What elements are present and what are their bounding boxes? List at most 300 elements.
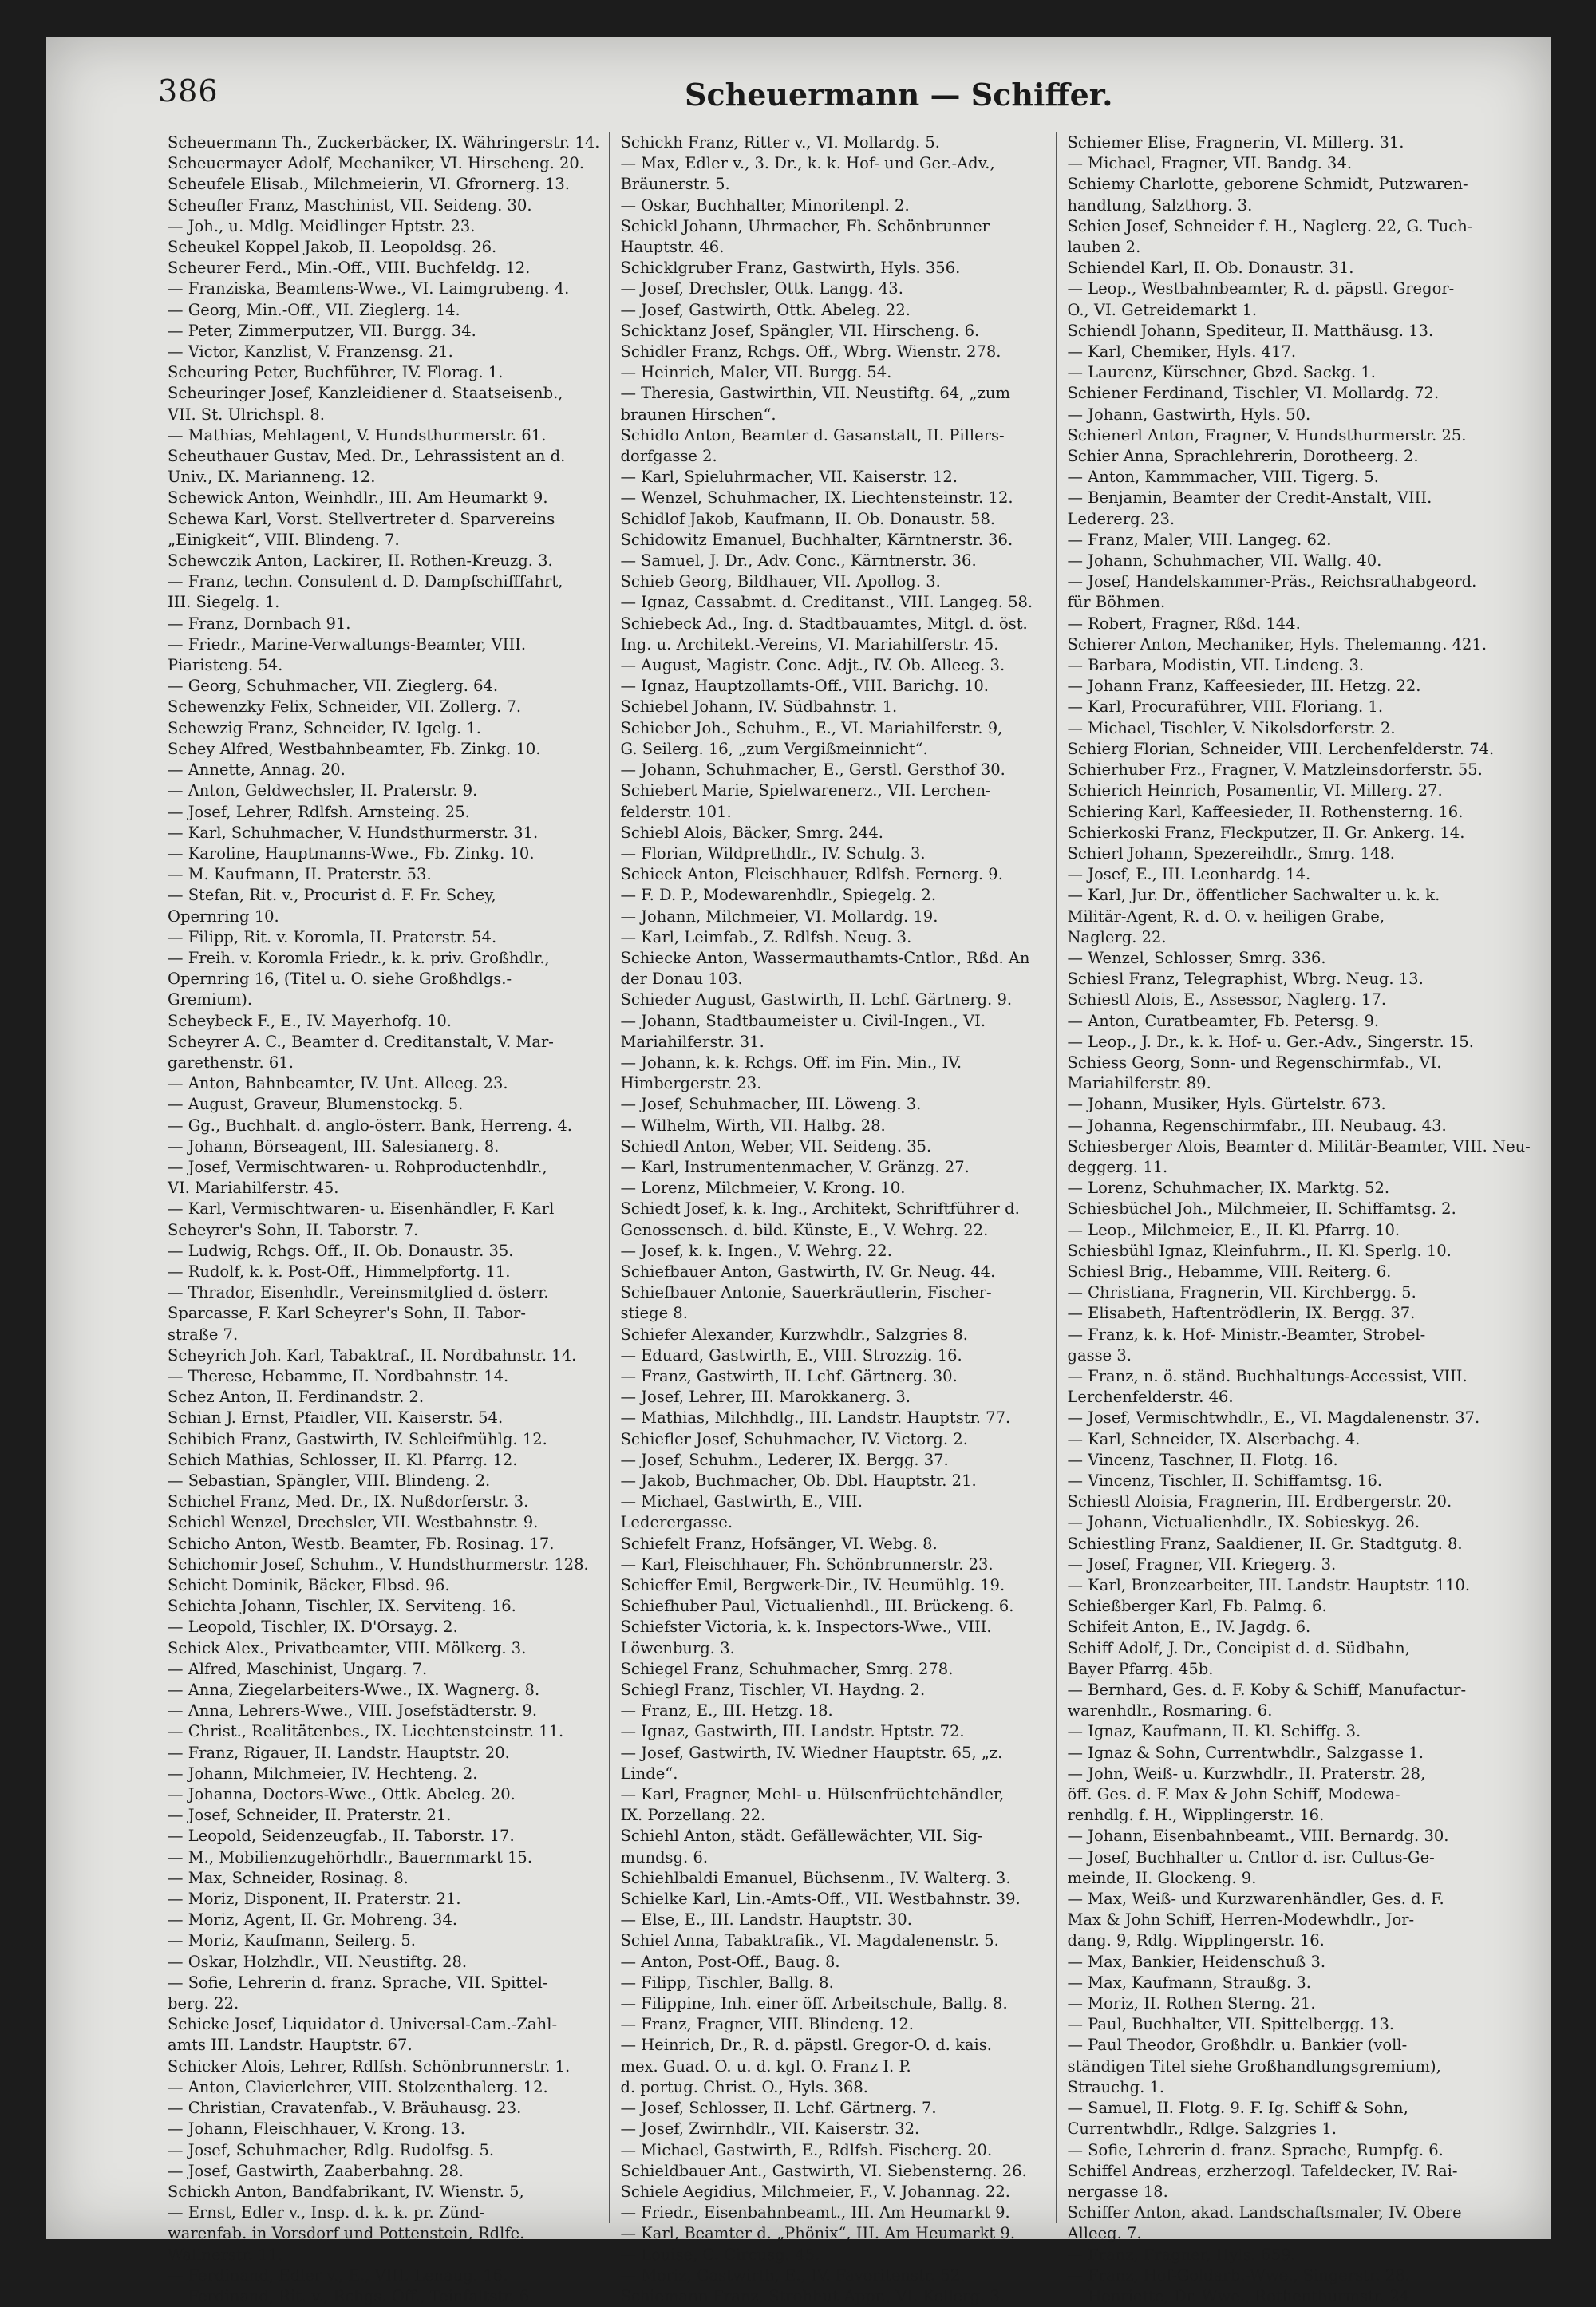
directory-entry: — Michael, Fragner, VII. Bandg. 34. — [1067, 154, 1353, 173]
directory-entry: lauben 2. — [1067, 238, 1141, 257]
directory-entry: Schierhuber Frz., Fragner, V. Matzleinsdorferstr. 55. — [1067, 760, 1483, 780]
directory-entry: — Johann, k. k. Rchgs. Off. im Fin. Min., IV. — [620, 1053, 962, 1072]
directory-entry: ständigen Titel siehe Großhandlungsgremium), — [1067, 2056, 1441, 2076]
directory-entry: — August, Magistr. Conc. Adjt., IV. Ob. Alleeg. 3. — [620, 656, 1005, 675]
directory-entry: Schiedl Anton, Weber, VII. Seideng. 35. — [620, 1136, 932, 1155]
directory-entry: Schey Alfred, Westbahnbeamter, Fb. Zinkg. 10. — [168, 739, 541, 758]
directory-entry: — Paul, Buchhalter, VII. Spittelbergg. 13. — [1067, 2015, 1395, 2034]
directory-entry: — Elisabeth, Haftentrödlerin, IX. Bergg. 37. — [1067, 1304, 1416, 1323]
directory-entry: Schiestl Alois, E., Assessor, Naglerg. 17. — [1067, 990, 1387, 1009]
directory-entry: VII. St. Ulrichspl. 8. — [168, 405, 325, 424]
directory-entry: — Alfred, Maschinist, Ungarg. 7. — [168, 1659, 428, 1678]
directory-entry: Schewzig Franz, Schneider, IV. Igelg. 1. — [168, 718, 481, 737]
directory-entry: — Michael, Gastwirth, E., Rdlfsh. Fischerg. 20. — [620, 2140, 993, 2159]
directory-entry: O., VI. Getreidemarkt 1. — [1067, 300, 1258, 319]
directory-entry: Linde“. — [620, 1764, 678, 1783]
directory-entry: — Josef, Gastwirth, Ottk. Abeleg. 22. — [620, 300, 911, 319]
directory-entry: — Max, Weiß- und Kurzwarenhändler, Ges. d. F. — [1067, 1890, 1444, 1909]
directory-entry: Schidlof Jakob, Kaufmann, II. Ob. Donaustr. 58. — [620, 509, 996, 528]
directory-entry: — Wenzel, Schuhmacher, IX. Liechtensteinstr. 12. — [620, 488, 1013, 508]
directory-entry: — Christian, Cravatenfab., V. Bräuhausg. 23. — [168, 2099, 522, 2118]
directory-entry: Schiebeck Ad., Ing. d. Stadtbauamtes, Mitgl. d. öst. — [620, 614, 1028, 633]
directory-entry: Schiestling Franz, Saaldiener, II. Gr. Stadtgutg. 8. — [1067, 1534, 1463, 1553]
directory-entry: — Leop., Westbahnbeamter, R. d. päpstl. Gregor- — [1067, 279, 1455, 298]
directory-entry: — Freih. v. Koromla Friedr., k. k. priv. Großhdlr., — [168, 948, 550, 967]
directory-entry: — Wilhelm, Wirth, VII. Halbg. 28. — [620, 1116, 886, 1135]
directory-entry: — Heinrich, Dr., R. d. päpstl. Gregor-O. d. kais. — [620, 2036, 992, 2055]
directory-entry: amts III. Landstr. Hauptstr. 67. — [168, 2036, 413, 2055]
directory-entry: für Böhmen. — [1067, 593, 1166, 612]
directory-entry: — Josef, Schuhm., Lederer, IX. Bergg. 37. — [620, 1450, 949, 1469]
directory-entry: Lederergasse. — [620, 1513, 733, 1532]
directory-entry: — Stefan, Rit. v., Procurist d. F. Fr. Schey, — [168, 886, 496, 905]
directory-entry: — Josef, Schuhmacher, Rdlg. Rudolfsg. 5. — [168, 2140, 495, 2159]
directory-entry: Scheuthauer Gustav, Med. Dr., Lehrassistent an d. — [168, 447, 566, 466]
directory-entry: Schieber Joh., Schuhm., E., VI. Mariahilferstr. 9, — [620, 718, 1003, 737]
directory-entry: — Franziska, Beamtens-Wwe., VI. Laimgrubeng. 4. — [168, 279, 570, 298]
directory-entry: — Jakob, Buchmacher, Ob. Dbl. Hauptstr. 21. — [620, 1472, 977, 1490]
directory-entry: — Bernhard, Ges. d. F. Koby & Schiff, Manufactur- — [1067, 1681, 1467, 1700]
directory-entry: Opernring 10. — [168, 907, 279, 926]
directory-entry: Scheufler Franz, Maschinist, VII. Seideng. 30. — [168, 196, 532, 215]
directory-entry: — Max, Edler v., 3. Dr., k. k. Hof- und Ger.-Adv., — [620, 154, 995, 173]
directory-entry: — Barbara, Modistin, VII. Lindeng. 3. — [1067, 656, 1365, 675]
directory-entry: Alleeg. 7. — [1067, 2224, 1142, 2243]
directory-entry: Schiener Ferdinand, Tischler, VI. Mollardg. 72. — [1067, 384, 1440, 403]
directory-entry: Schiehlbaldi Emanuel, Büchsenm., IV. Walterg. 3. — [620, 1868, 1011, 1887]
directory-entry: Scheybeck F., E., IV. Mayerhofg. 10. — [168, 1011, 452, 1030]
directory-entry: — Franz, Maler, VIII. Langeg. 62. — [1067, 530, 1332, 549]
directory-entry: — Johann, Victualienhdlr., IX. Sobieskyg. 26. — [1067, 1513, 1420, 1532]
directory-entry: Schidowitz Emanuel, Buchhalter, Kärntnerstr. 36. — [620, 530, 1013, 549]
directory-entry: Schiff Adolf, J. Dr., Concipist d. d. Südbahn, — [1067, 1638, 1410, 1657]
directory-entry: — Christiana, Fragnerin, VII. Kirchbergg. 5. — [1067, 1283, 1416, 1302]
directory-entry: Schiefhuber Paul, Victualienhdl., III. Brückeng. 6. — [620, 1597, 1014, 1616]
directory-entry: Schicker Alois, Lehrer, Rdlfsh. Schönbrunnerstr. 1. — [168, 2056, 571, 2076]
directory-entry: — Filippine, Inh. einer öff. Arbeitschule, Ballg. 8. — [620, 1994, 1008, 2013]
directory-entry: Bayer Pfarrg. 45b. — [1067, 1659, 1214, 1678]
directory-entry: straße 7. — [168, 1325, 239, 1344]
directory-entry: — Johann Franz, Kaffeesieder, III. Hetzg. 22. — [1067, 677, 1421, 696]
directory-entry: Schiemer Elise, Fragnerin, VI. Millerg. 31. — [1067, 133, 1404, 152]
directory-entry: — Moriz, Disponent, II. Praterstr. 21. — [168, 1890, 461, 1909]
directory-entry: — Paul Theodor, Großhdlr. u. Bankier (voll- — [1067, 2036, 1408, 2055]
directory-entry: — Ignaz, Kaufmann, II. Kl. Schiffg. 3. — [1067, 1722, 1361, 1741]
directory-entry: Ledererg. 23. — [1067, 509, 1175, 528]
directory-entry: felderstr. 101. — [620, 802, 732, 821]
directory-entry: III. Siegelg. 1. — [168, 593, 280, 612]
directory-entry: der Donau 103. — [620, 970, 743, 989]
directory-entry: — Anna, Lehrers-Wwe., VIII. Josefstädterstr. 9. — [168, 1701, 538, 1720]
directory-entry: — Johanna, Regenschirmfabr., III. Neubaug. 43. — [1067, 1116, 1447, 1135]
directory-entry: Schiestl Aloisia, Fragnerin, III. Erdbergerstr. 20. — [1067, 1492, 1452, 1511]
directory-entry: — Josef, Handelskammer-Präs., Reichsrathabgeord. — [1067, 572, 1477, 591]
directory-entry: Himbergerstr. 23. — [620, 1074, 762, 1093]
directory-entry: Scheurer Ferd., Min.-Off., VIII. Buchfeldg. 12. — [168, 259, 531, 278]
directory-entry: Schez Anton, II. Ferdinandstr. 2. — [168, 1388, 425, 1407]
directory-entry: Schiesberger Alois, Beamter d. Militär-Beamter, VIII. Neu- — [1067, 1136, 1531, 1155]
directory-entry: Schichel Franz, Med. Dr., IX. Nußdorferstr. 3. — [168, 1492, 529, 1511]
directory-entry: — Sofie, Lehrerin d. franz. Sprache, VII. Spittel- — [168, 1973, 548, 1992]
directory-entry: — Karl, Spieluhrmacher, VII. Kaiserstr. 12. — [620, 468, 958, 487]
directory-entry: Schiffel Andreas, erzherzogl. Tafeldecker, IV. Rai- — [1067, 2161, 1458, 2180]
directory-entry: Schich Mathias, Schlosser, II. Kl. Pfarrg. 12. — [168, 1450, 518, 1469]
directory-entry: Schiel Anna, Tabaktrafik., VI. Magdalenenstr. 5. — [620, 1931, 999, 1950]
directory-entry: Schiebl Alois, Bäcker, Smrg. 244. — [620, 823, 883, 842]
directory-entry: Ing. u. Architekt.-Vereins, VI. Mariahilferstr. 45. — [620, 634, 999, 654]
directory-entry: — Benjamin, Beamter der Credit-Anstalt, VIII. — [1067, 488, 1432, 508]
directory-entry: — Henriette, Dr.-Wwe., Rothenthurmstr. 24. — [1067, 2286, 1415, 2305]
directory-entry: — Laurenz, Kürschner, Gbzd. Sackg. 1. — [1067, 363, 1376, 382]
directory-entry: — Karoline, Hauptmanns-Wwe., Fb. Zinkg. 10. — [168, 843, 535, 863]
directory-entry: — Josef, Buchhalter u. Cntlor d. isr. Cultus-Ge- — [1067, 1847, 1435, 1867]
directory-entry: — Georg, Min.-Off., VII. Zieglerg. 14. — [168, 300, 460, 319]
directory-entry: — Leopold, Tischler, IX. D'Orsayg. 2. — [168, 1618, 458, 1637]
directory-entry: öff. Ges. d. F. Max & John Schiff, Modewa- — [1067, 1785, 1400, 1804]
directory-entry: — Josef, Drechsler, Ottk. Langg. 43. — [620, 279, 903, 298]
directory-entry: — Anton, Curatbeamter, Fb. Petersg. 9. — [1067, 1011, 1380, 1030]
directory-entry: — August, Graveur, Blumenstockg. 5. — [168, 1095, 464, 1114]
directory-entry: — Franz, Hof-Goldarb.-Wwe., Singerstr. 28. — [1067, 2266, 1410, 2285]
directory-entry: — Josef, k. k. Ingen., V. Wehrg. 22. — [620, 1241, 892, 1260]
directory-entry: d. portug. Christ. O., Hyls. 368. — [620, 2077, 868, 2096]
directory-entry: — Josef, Lehrer, Rdlfsh. Arnsteing. 25. — [168, 802, 470, 821]
directory-entry: „Einigkeit“, VIII. Blindeng. 7. — [168, 530, 400, 549]
directory-entry: — Anton, Geldwechsler, II. Praterstr. 9. — [168, 781, 478, 800]
directory-entry: — Johann, Schuhmacher, E., Gerstl. Gersthof 30. — [620, 760, 1005, 780]
directory-entry: — Ignaz, Hauptzollamts-Off., VIII. Barichg. 10. — [620, 677, 989, 696]
directory-entry: — Moriz, Kaufmann, Seilerg. 5. — [168, 1931, 416, 1950]
directory-entry: — Lorenz, Milchmeier, V. Krong. 10. — [620, 1179, 906, 1198]
directory-entry: Schiemann Franz, Strohhut-Appr., VI. Kellerg. 3. — [620, 2286, 1005, 2305]
directory-entry: Schieb Georg, Bildhauer, VII. Apollog. 3. — [620, 572, 941, 591]
directory-entry: Mariahilferstr. 89. — [1067, 1074, 1211, 1093]
directory-entry: — Leop., Milchmeier, E., II. Kl. Pfarrg. 10. — [1067, 1220, 1400, 1239]
directory-entry: — Josef, Gastwirth, IV. Wiedner Hauptstr. 65, „z. — [620, 1743, 1003, 1762]
directory-entry: — Eduard, Gastwirth, E., VIII. Strozzig. 16. — [620, 1345, 962, 1365]
directory-entry: — Michael, Gastwirth, E., VIII. — [620, 1492, 863, 1511]
directory-entry: — Sofie, Lehrerin d. franz. Sprache, Rumpfg. 6. — [1067, 2140, 1444, 2159]
directory-entry: Schienerl Anton, Fragner, V. Hundsthurmerstr. 25. — [1067, 425, 1467, 444]
running-title: Scheuermann — Schiffer. — [685, 77, 1113, 113]
directory-entry: mex. Guad. O. u. d. kgl. O. Franz I. P. — [620, 2056, 911, 2076]
directory-entry: Lerchenfelderstr. 46. — [1067, 1388, 1234, 1407]
directory-entry: Schifeit Anton, E., IV. Jagdg. 6. — [1067, 1618, 1311, 1637]
directory-entry: — Johann, Fleischhauer, V. Krong. 13. — [168, 2119, 465, 2139]
directory-entry: Schicke Josef, Liquidator d. Universal-Cam.-Zahl- — [168, 2015, 558, 2034]
directory-entry: garethenstr. 61. — [168, 1053, 294, 1072]
directory-entry: Schieck Anton, Fleischhauer, Rdlfsh. Fernerg. 9. — [620, 865, 1003, 884]
directory-entry: Schiering Karl, Kaffeesieder, II. Rothensterng. 16. — [1067, 802, 1464, 821]
directory-entry: — Franz, techn. Consulent d. D. Dampfschifffahrt, — [168, 572, 563, 591]
directory-entry: — Robert, Fragner, Rßd. 144. — [1067, 614, 1301, 633]
directory-entry: — Franz, Fragner, Hyls. 659. — [1067, 2245, 1296, 2264]
directory-entry: — Franz, n. ö. ständ. Buchhaltungs-Accessist, VIII. — [1067, 1366, 1468, 1385]
directory-entry: — Anton, Clavierlehrer, VIII. Stolzenthalerg. 12. — [168, 2077, 548, 2096]
directory-entry: Schiefbauer Antonie, Sauerkräutlerin, Fischer- — [620, 1283, 992, 1302]
directory-entry: Schicktanz Josef, Spängler, VII. Hirscheng. 6. — [620, 321, 980, 340]
directory-entry: dang. 9, Rdlg. Wipplingerstr. 16. — [1067, 1931, 1325, 1950]
directory-entry: stiege 8. — [620, 1304, 688, 1323]
directory-entry: Scheuring Peter, Buchführer, IV. Florag. 1. — [168, 363, 504, 382]
directory-entry: nergasse 18. — [1067, 2182, 1168, 2201]
directory-entry: — Anna, Ziegelarbeiters-Wwe., IX. Wagnerg. 8. — [168, 1681, 540, 1700]
directory-entry: — Christ., Realitätenbes., IX. Liechtensteinstr. 11. — [168, 1722, 564, 1741]
directory-entry: — Franz, k. k. Hof- Ministr.-Beamter, Strobel- — [1067, 1325, 1426, 1344]
directory-entry: — Ignaz, Gastwirth, III. Landstr. Hptstr. 72. — [620, 1722, 965, 1741]
directory-entry: — Else, E., III. Landstr. Hauptstr. 30. — [620, 1910, 912, 1930]
directory-entry: — Louise, C. Circusg. 45. — [620, 2245, 820, 2264]
directory-entry: — Peter, Zimmerputzer, VII. Burgg. 34. — [168, 321, 476, 340]
directory-page — [46, 37, 1551, 2305]
directory-entry: Schielke Karl, Lin.-Amts-Off., VII. Westbahnstr. 39. — [620, 1890, 1021, 1909]
directory-entry: deggerg. 11. — [1067, 1157, 1168, 1176]
directory-entry: — Karl, Jur. Dr., öffentlicher Sachwalter u. k. k. — [1067, 886, 1440, 905]
directory-entry: — Ignaz & Sohn, Currentwhdlr., Salzgasse 1. — [1067, 1743, 1424, 1762]
directory-entry: — Karl, Instrumentenmacher, V. Gränzg. 27. — [620, 1157, 970, 1176]
directory-entry: — Samuel, II. Flotg. 9. F. Ig. Schiff & Sohn, — [1067, 2099, 1408, 2118]
directory-entry: Schibich Franz, Gastwirth, IV. Schleifmühlg. 12. — [168, 1429, 547, 1448]
directory-entry: — Samuel, J. Dr., Adv. Conc., Kärntnerstr. 36. — [620, 551, 977, 571]
directory-entry: — Max, Kaufmann, Straußg. 3. — [1067, 1973, 1311, 1992]
directory-entry: Schicho Anton, Westb. Beamter, Fb. Rosinag. 17. — [168, 1534, 555, 1553]
directory-entry: — Josef, E., III. Leonhardg. 14. — [1067, 865, 1311, 884]
directory-entry: Max & John Schiff, Herren-Modewhdlr., Jor- — [1067, 1910, 1415, 1930]
directory-entry: Scheukel Koppel Jakob, II. Leopoldsg. 26. — [168, 238, 497, 257]
directory-entry: — M., Mobilienzugehörhdlr., Bauernmarkt 15. — [168, 1847, 533, 1867]
directory-entry: — Johanna, Doctors-Wwe., Ottk. Abeleg. 20. — [168, 1785, 516, 1804]
directory-entry: — Max, Bankier, Heidenschuß 3. — [1067, 1952, 1326, 1971]
directory-entry: — Max, Schneider, Rosinag. 8. — [168, 1868, 409, 1887]
directory-entry: Scheyrer A. C., Beamter d. Creditanstalt, V. Mar- — [168, 1032, 554, 1051]
directory-entry: Schiehl Anton, städt. Gefällewächter, VII. Sig- — [620, 1827, 983, 1846]
directory-entry: Schiendel Karl, II. Ob. Donaustr. 31. — [1067, 259, 1354, 278]
directory-entry: — Moriz, Agent, II. Gr. Mohreng. 34. — [168, 1910, 458, 1930]
directory-entry: — Rudolf, k. k. Post-Off., Himmelpfortg. 11. — [168, 1262, 511, 1281]
directory-entry: — Josef, Schuhmacher, III. Löweng. 3. — [620, 1095, 922, 1114]
directory-entry: — Anton, Bahnbeamter, IV. Unt. Alleeg. 23. — [168, 1074, 508, 1093]
directory-entry: — Johann, Börseagent, III. Salesianerg. 8. — [168, 1136, 500, 1155]
entry-columns — [158, 132, 1531, 2305]
directory-entry: Scheuermann Th., Zuckerbäcker, IX. Währingerstr. 14. — [168, 133, 600, 152]
directory-entry: — Anton, Post-Off., Baug. 8. — [620, 1952, 840, 1971]
directory-entry: gasse 3. — [1067, 1345, 1132, 1365]
directory-entry: Currentwhdlr., Rdlge. Salzgries 1. — [1067, 2119, 1337, 2139]
directory-entry: Schiesl Brig., Hebamme, VIII. Reiterg. 6. — [1067, 1262, 1392, 1281]
directory-entry: — Anton, Kammmacher, VIII. Tigerg. 5. — [1067, 468, 1379, 487]
directory-entry: Schiegl Franz, Tischler, VI. Haydng. 2. — [620, 1681, 926, 1700]
directory-entry: — Josef, Lehrer, III. Marokkanerg. 3. — [620, 1388, 911, 1407]
directory-entry: Schick Alex., Privatbeamter, VIII. Mölkerg. 3. — [168, 1638, 527, 1657]
column-middle — [610, 132, 1057, 2305]
directory-entry: — Victor, Kanzlist, V. Franzensg. 21. — [168, 342, 453, 361]
directory-entry: — Johann, Stadtbaumeister u. Civil-Ingen., VI. — [620, 1011, 986, 1030]
directory-entry: Schieffer Emil, Bergwerk-Dir., IV. Heumühlg. 19. — [620, 1576, 1005, 1595]
directory-entry: — Josef, Gastwirth, Zaaberbahng. 28. — [168, 2161, 464, 2180]
directory-entry: Schewa Karl, Vorst. Stellvertreter d. Sparvereins — [168, 509, 555, 528]
directory-entry: — Filipp, Tischler, Ballg. 8. — [620, 1973, 834, 1992]
directory-entry: Schiesbüchel Joh., Milchmeier, II. Schiffamtsg. 2. — [1067, 1199, 1456, 1219]
directory-entry: — Ludwig, Rchgs. Off., II. Ob. Donaustr. 35. — [168, 1241, 514, 1260]
directory-entry: — M. Kaufmann, II. Praterstr. 53. — [168, 865, 432, 884]
directory-entry: — Karl, Leimfab., Z. Rdlfsh. Neug. 3. — [620, 927, 912, 946]
directory-entry: — Karl, Procuraführer, VIII. Floriang. 1. — [1067, 697, 1384, 717]
directory-entry: Mariahilferstr. 31. — [620, 1032, 764, 1051]
directory-entry: Piaristeng. 54. — [168, 656, 283, 675]
directory-entry: Schiebel Johann, IV. Südbahnstr. 1. — [620, 697, 898, 717]
directory-entry: — Michael, Tischler, V. Nikolsdorferstr. 2. — [1067, 718, 1396, 737]
directory-entry: Schichl Wenzel, Drechsler, VII. Westbahnstr. 9. — [168, 1513, 539, 1532]
directory-entry: — Josef, Schneider, II. Praterstr. 21. — [168, 1806, 452, 1825]
directory-entry: — Karl, Fleischhauer, Fh. Schönbrunnerstr. 23. — [620, 1554, 994, 1574]
directory-entry: — Lorenz, Schuhmacher, IX. Marktg. 52. — [1067, 1179, 1390, 1198]
directory-entry: — Johann, Milchmeier, VI. Mollardg. 19. — [620, 907, 938, 926]
directory-entry: Schiedt Josef, k. k. Ing., Architekt, Schriftführer d. — [620, 1199, 1020, 1219]
directory-entry: — Oskar, Holzhdlr., VII. Neustiftg. 28. — [168, 1952, 468, 1971]
directory-entry: Schieder August, Gastwirth, II. Lchf. Gärtnerg. 9. — [620, 990, 1013, 1009]
directory-entry: G. Seilerg. 16, „zum Vergißmeinnicht“. — [620, 739, 928, 758]
directory-entry: — Annette, Annag. 20. — [168, 760, 346, 780]
directory-entry: Schiffer Anton, akad. Landschaftsmaler, IV. Obere — [1067, 2203, 1462, 2222]
directory-entry: renhdlg. f. H., Wipplingerstr. 16. — [1067, 1806, 1325, 1825]
directory-entry: — Franz, E., III. Hetzg. 18. — [620, 1701, 833, 1720]
directory-entry: Schidler Franz, Rchgs. Off., Wbrg. Wienstr. 278. — [620, 342, 1001, 361]
directory-entry: — Ernst, Edler v., Insp. d. k. k. pr. Zünd- — [168, 2203, 485, 2222]
directory-entry: — Johann, Milchmeier, IV. Hechteng. 2. — [168, 1764, 478, 1783]
directory-entry: — Vincenz, Taschner, II. Flotg. 16. — [1067, 1450, 1338, 1469]
directory-entry: Scheyrer's Sohn, II. Taborstr. 7. — [168, 1220, 419, 1239]
directory-entry: Löwenburg. 3. — [620, 1638, 735, 1657]
directory-entry: — Ferdinand, Edler v., E., VIII. Lenaug. 16. — [168, 2266, 508, 2285]
directory-entry: — Karl, Vermischtwaren- u. Eisenhändler, F. Karl — [168, 1199, 555, 1219]
directory-entry: — Mathias, Mehlagent, V. Hundsthurmerstr. 61. — [168, 425, 547, 444]
directory-entry: Schien Josef, Schneider f. H., Naglerg. 22, G. Tuch- — [1067, 216, 1473, 235]
directory-entry: — Josef, Vermischtwaren- u. Rohproductenhdlr., — [168, 1157, 547, 1176]
directory-entry: — Heinrich, Maler, VII. Burgg. 54. — [620, 363, 892, 382]
directory-entry: — Ignaz, Cassabmt. d. Creditanst., VIII. Langeg. 58. — [620, 593, 1033, 612]
directory-entry: handlung, Salzthorg. 3. — [1067, 196, 1253, 215]
directory-entry: berg. 22. — [168, 1994, 239, 2013]
directory-entry: Schichomir Josef, Schuhm., V. Hundsthurmerstr. 128. — [168, 1554, 589, 1574]
directory-entry: Militär-Agent, R. d. O. v. heiligen Grabe, — [1067, 907, 1385, 926]
directory-entry: — Oskar, Buchhalter, Minoritenpl. 2. — [620, 196, 910, 215]
directory-entry: — John, Weiß- u. Kurzwhdlr., II. Praterstr. 28, — [1067, 1764, 1426, 1783]
directory-entry: Scheyrich Joh. Karl, Tabaktraf., II. Nordbahnstr. 14. — [168, 1345, 577, 1365]
directory-entry: Schierkoski Franz, Fleckputzer, II. Gr. Ankerg. 14. — [1067, 823, 1465, 842]
directory-entry: — Vincenz, Tischler, II. Schiffamtsg. 16. — [1067, 1472, 1383, 1490]
directory-entry: Schewick Anton, Weinhdlr., III. Am Heumarkt 9. — [168, 488, 548, 508]
directory-entry: braunen Hirschen“. — [620, 405, 776, 424]
directory-entry: — Karl, Beamter d. „Phönix“, III. Am Heumarkt 9. — [620, 2224, 1016, 2243]
directory-entry: Schier Anna, Sprachlehrerin, Dorotheerg. 2. — [1067, 447, 1419, 466]
directory-entry: — Franz, Gastwirth, II. Lchf. Gärtnerg. 30. — [620, 1366, 958, 1385]
column-left — [158, 132, 610, 2305]
directory-entry: — Franz, Fragner, VIII. Blindeng. 12. — [620, 2015, 914, 2034]
directory-entry: Schießberger Karl, Fb. Palmg. 6. — [1067, 1597, 1327, 1616]
directory-entry: — Josef, Zwirnhdlr., VII. Kaiserstr. 32. — [620, 2119, 920, 2139]
directory-entry: Schickh Franz, Ritter v., VI. Mollardg. 5. — [620, 133, 940, 152]
directory-entry: — Karl, Schuhmacher, V. Hundsthurmerstr. 31. — [168, 823, 539, 842]
directory-entry: — Filipp, Rit. v. Koromla, II. Praterstr. 54. — [168, 927, 497, 946]
directory-entry: Schierich Heinrich, Posamentir, VI. Millerg. 27. — [1067, 781, 1443, 800]
directory-entry: Schiebert Marie, Spielwarenerz., VII. Lerchen- — [620, 781, 991, 800]
directory-entry: Bräunerstr. 5. — [620, 175, 730, 194]
directory-entry: — Josef, Schlosser, II. Lchf. Gärtnerg. 7. — [620, 2099, 937, 2118]
directory-entry: — Georg, Schuhmacher, VII. Zieglerg. 64. — [168, 677, 499, 696]
directory-entry: Schewenzky Felix, Schneider, VII. Zollerg. 7. — [168, 697, 522, 717]
directory-entry: Gremium). — [168, 990, 253, 1009]
directory-entry: Scheuringer Josef, Kanzleidiener d. Staatseisenb., — [168, 384, 563, 403]
directory-entry: Schiele Aegidius, Milchmeier, F., V. Johannag. 22. — [620, 2182, 1010, 2201]
directory-entry: Schierer Anton, Mechaniker, Hyls. Thelemanng. 421. — [1067, 634, 1487, 654]
directory-entry: Schiesbühl Ignaz, Kleinfuhrm., II. Kl. Sperlg. 10. — [1067, 1241, 1452, 1260]
directory-entry: mundsg. 6. — [620, 1847, 709, 1867]
directory-entry: Schiefler Josef, Schuhmacher, IV. Victorg. 2. — [620, 1429, 968, 1448]
directory-entry: Schiefbauer Anton, Gastwirth, IV. Gr. Neug. 44. — [620, 1262, 996, 1281]
directory-entry: — Moriz, II. Rothen Sterng. 21. — [1067, 1994, 1316, 2013]
directory-entry: Strauchg. 1. — [1067, 2077, 1165, 2096]
directory-entry: meinde, II. Glockeng. 9. — [1067, 1868, 1257, 1887]
directory-entry: Schiefelt Franz, Hofsänger, VI. Webg. 8. — [620, 1534, 938, 1553]
directory-entry: — Johann, Gastwirth, Hyls. 50. — [1067, 405, 1311, 424]
directory-entry: — Wenzel, Schlosser, Smrg. 336. — [1067, 948, 1326, 967]
directory-entry: dorfgasse 2. — [620, 447, 717, 466]
directory-entry: Schickl Johann, Uhrmacher, Fh. Schönbrunner — [620, 216, 990, 235]
directory-entry: — Johann, Eisenbahnbeamt., VIII. Bernardg. 30. — [1067, 1827, 1449, 1846]
directory-entry: — Josef, Vermischtwhdlr., E., VI. Magdalenenstr. 37. — [1067, 1408, 1480, 1428]
page-number: 386 — [158, 73, 219, 109]
directory-entry: Schieldbauer Ant., Gastwirth, VI. Siebensterng. 26. — [620, 2161, 1027, 2180]
directory-entry: — Friedr., Marine-Verwaltungs-Beamter, VIII. — [168, 634, 527, 654]
directory-entry: Schichta Johann, Tischler, IX. Serviteng. 16. — [168, 1597, 516, 1616]
directory-entry: Schicht Dominik, Bäcker, Flbsd. 96. — [168, 1576, 450, 1595]
directory-entry: Schiefer Alexander, Kurzwhdlr., Salzgries 8. — [620, 1325, 968, 1344]
directory-entry: — Florian, Wildprethdlr., IV. Schulg. 3. — [620, 843, 926, 863]
directory-entry: Sparcasse, F. Karl Scheyrer's Sohn, II. Tabor- — [168, 1304, 526, 1323]
directory-entry: warenfab. in Vorsdorf und Pottenstein, Rdlfe. — [168, 2224, 525, 2243]
directory-entry: Schidlo Anton, Beamter d. Gasanstalt, II. Pillers- — [620, 425, 1005, 444]
directory-entry: — Joh., u. Mdlg. Meidlinger Hptstr. 23. — [168, 216, 476, 235]
directory-entry: warenhdlr., Rosmaring. 6. — [1067, 1701, 1273, 1720]
directory-entry: — Ferdinand, Rit. v., Rchgs. Off., Teinfaltstr. 6. — [168, 2286, 535, 2305]
column-right — [1057, 132, 1539, 2305]
directory-entry: Scheuermayer Adolf, Mechaniker, VI. Hirscheng. 20. — [168, 154, 585, 173]
directory-entry: Scheufele Elisab., Milchmeierin, VI. Gfrornerg. 13. — [168, 175, 571, 194]
directory-entry: — Johann, Musiker, Hyls. Gürtelstr. 673. — [1067, 1095, 1386, 1114]
directory-entry: — Josef, Fragner, VII. Kriegerg. 3. — [1067, 1554, 1337, 1574]
directory-entry: — Leop., J. Dr., k. k. Hof- u. Ger.-Adv., Singerstr. 15. — [1067, 1032, 1474, 1051]
directory-entry: Schiefster Victoria, k. k. Inspectors-Wwe., VIII. — [620, 1618, 992, 1637]
directory-entry: Opernring 16, (Titel u. O. siehe Großhdlgs.- — [168, 970, 512, 989]
directory-entry: — Gg., Buchhalt. d. anglo-österr. Bank, Herreng. 4. — [168, 1116, 573, 1135]
directory-entry: Schicklgruber Franz, Gastwirth, Hyls. 356. — [620, 259, 961, 278]
directory-entry: — Friedr., Eisenbahnbeamt., III. Am Heumarkt 9. — [620, 2203, 1010, 2222]
directory-entry: Schierl Johann, Spezereihdlr., Smrg. 148. — [1067, 843, 1395, 863]
directory-entry: — Karl, Bronzearbeiter, III. Landstr. Hauptstr. 110. — [1067, 1576, 1471, 1595]
directory-entry: — Leopold, Seidenzeugfab., II. Taborstr. 17. — [168, 1827, 515, 1846]
directory-entry: — Johann, Schuhmacher, VII. Wallg. 40. — [1067, 551, 1382, 571]
directory-entry: Schewczik Anton, Lackirer, II. Rothen-Kreuzg. 3. — [168, 551, 553, 571]
directory-entry: Schiendl Johann, Spediteur, II. Matthäusg. 13. — [1067, 321, 1434, 340]
directory-entry: — Karl, Chemiker, Hyls. 417. — [1067, 342, 1297, 361]
directory-entry: Univ., IX. Marianneng. 12. — [168, 468, 376, 487]
directory-entry: Schiess Georg, Sonn- und Regenschirmfab., VI. — [1067, 1053, 1442, 1072]
directory-entry: Genossensch. d. bild. Künste, E., V. Wehrg. 22. — [620, 1220, 989, 1239]
directory-entry: Schiesl Franz, Telegraphist, Wbrg. Neug. 13. — [1067, 970, 1424, 989]
directory-entry: IX. Porzellang. 22. — [620, 1806, 766, 1825]
directory-entry: — Therese, Hebamme, II. Nordbahnstr. 14. — [168, 1366, 509, 1385]
directory-entry: — Franz, Dornbach 91. — [168, 614, 351, 633]
